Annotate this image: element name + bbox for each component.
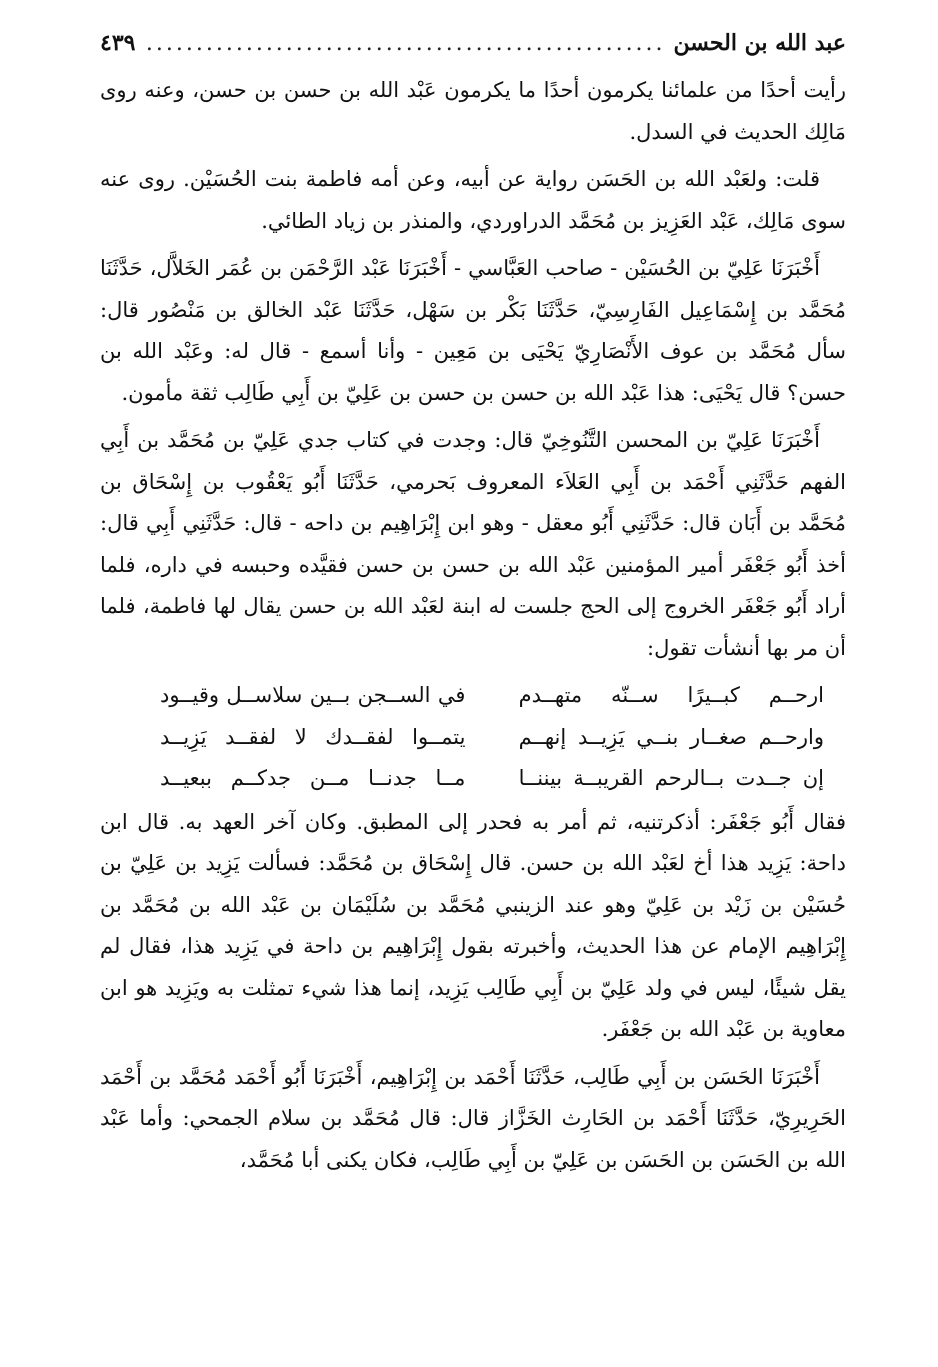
poem-verse — [100, 758, 846, 800]
poem-second-hemistich: مــا جدنــا مــن جدكــم ببعيــد — [160, 766, 466, 790]
paragraph: أَخْبَرَنَا عَلِيّ بن الحُسَيْن - صاحب العَبَّاسي - أَخْبَرَنَا عَبْد الرَّحْمَن بن عُمَر الخَلاَّل، حَدَّثَنَا مُحَمَّد بن إِسْمَاعِيل الفَارِسِيّ، حَدَّثَنَا بَكْر بن سَهْل، حَدَّثَنَا عَبْد الخالق بن مَنْصُور قال: سأل مُحَمَّد بن عوف الأَنْصَارِيّ يَحْيَى بن مَعِين - وأنا أسمع - قال له: وعَبْد الله بن حسن؟ قال يَحْيَى: هذا عَبْد الله بن حسن بن حسن بن عَلِيّ بن أَبِي طَالِب ثقة مأمون. — [100, 256, 846, 405]
page-number: ٤٣٩ — [100, 30, 136, 56]
poem — [100, 675, 846, 800]
poem-verse — [100, 717, 846, 759]
poem-first-hemistich: إن جــدت بــالرحم القريبــة بيننــا — [518, 766, 824, 790]
main-text-continued — [100, 802, 846, 1182]
main-text — [100, 70, 846, 669]
poem-second-hemistich: في الســجن بــين سلاســل وقيــود — [160, 683, 466, 707]
paragraph: أَخْبَرَنَا عَلِيّ بن المحسن التَّنُوخِيّ قال: وجدت في كتاب جدي عَلِيّ بن مُحَمَّد بن أَبِي الفهم حَدَّثَنِي أَحْمَد بن أَبِي العَلاَء المعروف بَحرمي، حَدَّثَنَا أَبُو يَعْقُوب بن إِسْحَاق بن مُحَمَّد بن أَبَان قال: حَدَّثَنِي أَبُو معقل - وهو ابن إِبْرَاهِيم بن داحه - قال: حَدَّثَنِي أَبِي قال: أخذ أَبُو جَعْفَر أمير المؤمنين عَبْد الله بن حسن بن حسن فقيَّده وحبسه في داره، فلما أراد أَبُو جَعْفَر الخروج إلى الحج جلست له ابنة لعَبْد الله بن حسن يقال لها فاطمة، فلما أن مر بها أنشأت تقول: — [100, 428, 846, 660]
poem-verse — [100, 675, 846, 717]
paragraph: قلت: ولعَبْد الله بن الحَسَن رواية عن أبيه، وعن أمه فاطمة بنت الحُسَيْن. روى عنه سوى مَالِك، عَبْد العَزِيز بن مُحَمَّد الدراوردي، والمنذر بن زياد الطائي. — [100, 167, 846, 233]
paragraph: أَخْبَرَنَا الحَسَن بن أَبِي طَالِب، حَدَّثَنَا أَحْمَد بن إِبْرَاهِيم، أَخْبَرَنَا أَبُو أَحْمَد مُحَمَّد بن أَحْمَد الحَرِيرِيّ، حَدَّثَنَا أَحْمَد بن الحَارِث الخَزَّاز قال: قال مُحَمَّد بن سلام الجمحي: وأما عَبْد الله بن الحَسَن بن الحَسَن بن عَلِيّ بن أَبِي طَالِب، فكان يكنى أبا مُحَمَّد، — [100, 1064, 846, 1172]
running-header — [100, 30, 846, 70]
poem-second-hemistich: يتمــوا لفقــدك لا لفقــد يَزِيــد — [160, 724, 466, 749]
poem-first-hemistich: ارحــم كبــيرًا ســنّه متهــدم — [518, 683, 824, 707]
running-title: عبد الله بن الحسن — [673, 30, 846, 56]
leader-dots — [143, 31, 665, 56]
paragraph: فقال أَبُو جَعْفَر: أذكرتنيه، ثم أمر به فحدر إلى المطبق. وكان آخر العهد به. قال ابن داحة: يَزِيد هذا أخ لعَبْد الله بن حسن. قال إِسْحَاق بن مُحَمَّد: فسألت يَزِيد بن عَلِيّ بن حُسَيْن بن زَيْد بن عَلِيّ وهو عند الزينبي مُحَمَّد بن سُلَيْمَان بن عَبْد الله بن مُحَمَّد بن إِبْرَاهِيم الإمام عن هذا الحديث، وأخبرته بقول إِبْرَاهِيم بن داحة في يَزِيد هذا، فقال لم يقل شيئًا، ليس في ولد عَلِيّ بن أَبِي طَالِب يَزِيد، إنما هذا شيء تمثلت به ويَزِيد هو ابن معاوية بن عَبْد الله بن جَعْفَر. — [100, 809, 846, 1041]
poem-first-hemistich: وارحــم صغــار بنــي يَزِيــد إنهــم — [518, 724, 824, 749]
paragraph: رأيت أحدًا من علمائنا يكرمون أحدًا ما يكرمون عَبْد الله بن حسن بن حسن، وعنه روى مَالِك الحديث في السدل. — [100, 78, 846, 144]
